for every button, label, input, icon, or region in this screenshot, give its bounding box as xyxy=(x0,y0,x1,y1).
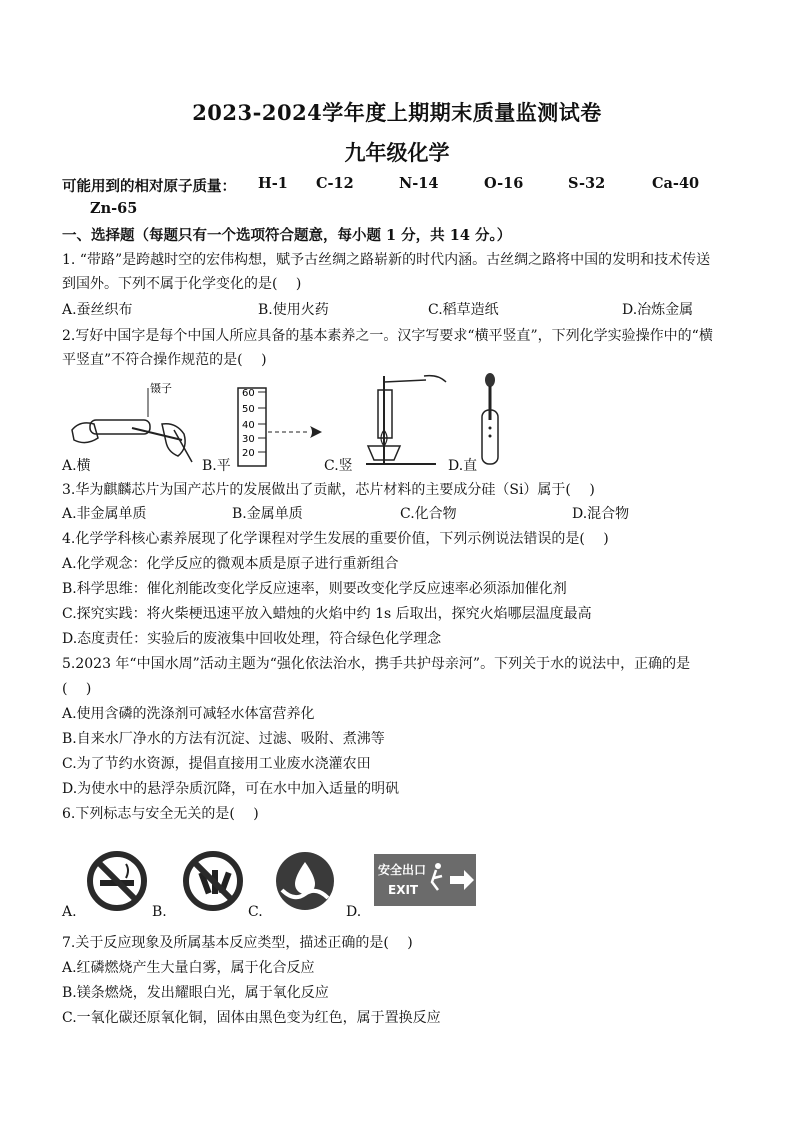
question-2-stem: 平竖直”不符合操作规范的是( ) xyxy=(62,352,267,368)
question-6-stem: 6.下列标志与安全无关的是( ) xyxy=(62,806,259,822)
no-fireworks-sign-icon xyxy=(182,850,244,912)
option-c[interactable]: C.竖 xyxy=(324,458,353,474)
option-b[interactable]: B.自来水厂净水的方法有沉淀、过滤、吸附、煮沸等 xyxy=(62,731,385,747)
dropper-figure xyxy=(470,372,510,468)
option-c[interactable]: C.探究实践：将火柴梗迅速平放入蜡烛的火焰中约 1s 后取出，探究火焰哪层温度最高 xyxy=(62,606,592,622)
atomic-mass-item: Ca-40 xyxy=(652,175,700,192)
option-b[interactable]: B.镁条燃烧，发出耀眼白光，属于氧化反应 xyxy=(62,985,329,1001)
question-4-stem: 4.化学学科核心素养展现了化学课程对学生发展的重要价值，下列示例说法错误的是( ) xyxy=(62,531,609,547)
scale-label: 40 xyxy=(242,420,255,431)
option-c[interactable]: C.化合物 xyxy=(400,506,457,522)
option-a[interactable]: A.横 xyxy=(62,458,91,474)
option-a[interactable]: A.蚕丝织布 xyxy=(62,302,133,318)
question-1-options xyxy=(62,299,742,319)
test-tube-heating-figure xyxy=(346,372,456,468)
question-7-stem: 7.关于反应现象及所属基本反应类型，描述正确的是( ) xyxy=(62,935,413,951)
option-b[interactable]: B.科学思维：催化剂能改变化学反应速率，则要改变化学反应速率必须添加催化剂 xyxy=(62,581,567,597)
emergency-exit-sign-icon xyxy=(374,850,478,910)
option-a[interactable]: A.非金属单质 xyxy=(62,506,147,522)
question-3-stem: 3.华为麒麟芯片为国产芯片的发展做出了贡献，芯片材料的主要成分硅（Si）属于( ) xyxy=(62,482,595,498)
question-2-stem: 2.写好中国字是每个中国人所应具备的基本素养之一。汉字写要求“横平竖直”，下列化学实验操作中的“横 xyxy=(62,328,713,344)
question-5-stem: 5.2023 年“中国水周”活动主题为“强化依法治水，携手共护母亲河”。下列关于水的说法中，正确的是 xyxy=(62,656,691,672)
atomic-mass-item: S-32 xyxy=(568,175,606,192)
atomic-mass-item: Zn-65 xyxy=(90,200,138,217)
option-c[interactable]: C. xyxy=(248,904,263,920)
option-a[interactable]: A.使用含磷的洗涤剂可减轻水体富营养化 xyxy=(62,706,315,722)
scale-label: 30 xyxy=(242,434,255,445)
option-c[interactable]: C.一氧化碳还原氧化铜，固体由黑色变为红色，属于置换反应 xyxy=(62,1010,441,1026)
scale-label: 60 xyxy=(242,388,255,399)
option-d[interactable]: D.态度责任：实验后的废液集中回收处理，符合绿色化学理念 xyxy=(62,631,442,647)
option-b[interactable]: B.金属单质 xyxy=(232,506,303,522)
option-d[interactable]: D.混合物 xyxy=(572,506,630,522)
option-d[interactable]: D.冶炼金属 xyxy=(622,302,694,318)
option-a[interactable]: A.化学观念：化学反应的微观本质是原子进行重新组合 xyxy=(62,556,399,572)
exit-sign-en: EXIT xyxy=(388,883,419,897)
option-c[interactable]: C.为了节约水资源，提倡直接用工业废水浇灌农田 xyxy=(62,756,371,772)
water-saving-sign-icon xyxy=(274,850,336,912)
option-a[interactable]: A.红磷燃烧产生大量白雾，属于化合反应 xyxy=(62,960,315,976)
exam-subtitle: 九年级化学 xyxy=(344,140,450,165)
no-smoking-sign-icon xyxy=(86,850,148,912)
question-3-options xyxy=(62,503,742,523)
atomic-mass-item: N-14 xyxy=(399,175,439,192)
exit-sign-cn: 安全出口 xyxy=(378,863,427,877)
option-b[interactable]: B.使用火药 xyxy=(258,302,329,318)
section-heading: 一、选择题（每题只有一个选项符合题意，每小题 1 分，共 14 分。） xyxy=(62,227,512,244)
option-a[interactable]: A. xyxy=(62,904,77,920)
atomic-mass-label: 可能用到的相对原子质量： xyxy=(62,178,236,195)
scale-label: 50 xyxy=(242,404,255,415)
option-d[interactable]: D. xyxy=(346,904,362,920)
option-d[interactable]: D.直 xyxy=(448,458,478,474)
question-6-options xyxy=(62,904,742,924)
question-1-stem: 到国外。下列不属于化学变化的是( ) xyxy=(62,276,302,292)
atomic-mass-item: H-1 xyxy=(258,175,288,192)
option-d[interactable]: D.为使水中的悬浮杂质沉降，可在水中加入适量的明矾 xyxy=(62,781,400,797)
scale-label: 20 xyxy=(242,448,255,459)
atomic-mass-item: O-16 xyxy=(484,175,524,192)
question-5-stem: ( ) xyxy=(62,681,92,697)
graduated-cylinder-figure xyxy=(230,374,330,468)
option-b[interactable]: B.平 xyxy=(202,458,231,474)
tweezers-label: 镊子 xyxy=(150,382,172,395)
option-c[interactable]: C.稻草造纸 xyxy=(428,302,499,318)
question-1-stem: 1. “带路”是跨越时空的宏伟构想，赋予古丝绸之路崭新的时代内涵。古丝绸之路将中国的发明和技术传送 xyxy=(62,252,711,268)
exam-title: 2023-2024学年度上期期末质量监测试卷 xyxy=(192,100,602,125)
atomic-mass-item: C-12 xyxy=(316,175,354,192)
option-b[interactable]: B. xyxy=(152,904,167,920)
tube-tweezers-figure xyxy=(62,372,202,464)
question-2-options xyxy=(62,455,742,475)
